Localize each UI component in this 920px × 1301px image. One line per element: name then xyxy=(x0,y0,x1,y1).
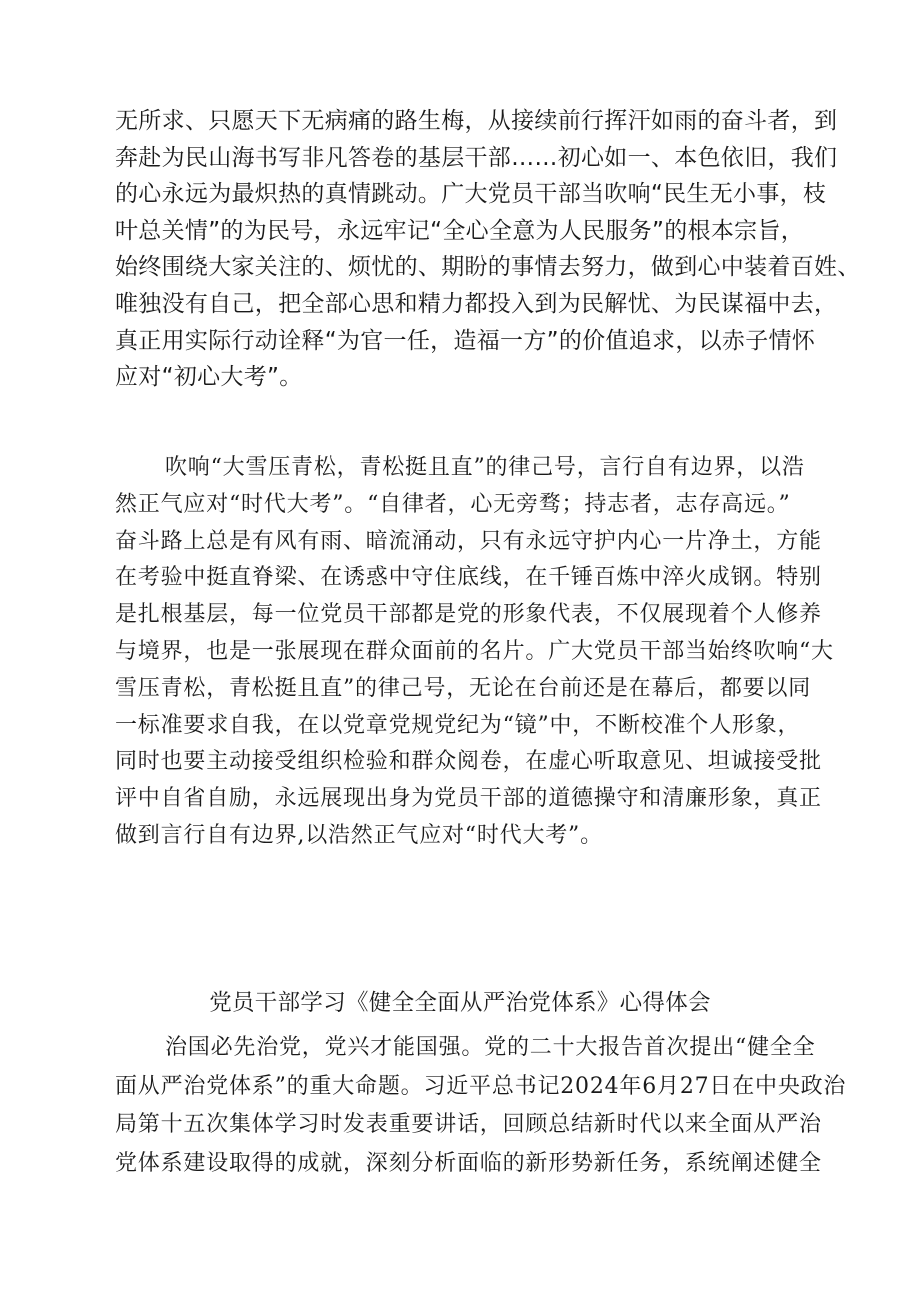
paragraph-3 xyxy=(115,1029,847,1184)
text-line: 评中自省自励，永远展现出身为党员干部的道德操守和清廉形象，真正 xyxy=(115,786,822,812)
text-line: 吹响“大雪压青松，青松挺且直”的律己号，言行自有边界，以浩 xyxy=(165,455,805,480)
text-line: 做到言行自有边界,以浩然正气应对“时代大考”。 xyxy=(115,822,603,848)
text-line: 党体系建设取得的成就，深刻分析面临的新形势新任务，系统阐述健全 xyxy=(115,1151,822,1177)
text-line: 叶总关情”的为民号，永远牢记“全心全意为人民服务”的根本宗旨， xyxy=(115,217,805,244)
text-line: 在考验中挺直脊梁、在诱惑中守住底线，在千锤百炼中淬火成钢。特别 xyxy=(115,565,822,591)
text-line: 是扎根基层，每一位党员干部都是党的形象代表，不仅展现着个人修养 xyxy=(115,602,822,628)
section-title: 党员干部学习《健全全面从严治党体系》心得体会 xyxy=(209,990,711,1016)
text-line: 奔赴为民山海书写非凡答卷的基层干部……初心如一、本色依旧，我们 xyxy=(115,144,838,171)
text-line: 无所求、只愿天下无病痛的路生梅，从接续前行挥汗如雨的奋斗者，到 xyxy=(115,108,838,134)
text-line: 一标准要求自我，在以党章党规党纪为“镜”中，不断校准个人形象， xyxy=(115,712,801,738)
text-line: 同时也要主动接受组织检验和群众阅卷，在虚心听取意见、坦诚接受批 xyxy=(115,749,822,775)
paragraph-1 xyxy=(115,103,861,396)
paragraph-2 xyxy=(115,450,835,855)
text-line: 面从严治党体系”的重大命题。习近平总书记2024年6月27日在中央政治 xyxy=(115,1073,847,1099)
text-line: 局第十五次集体学习时发表重要讲话，回顾总结新时代以来全面从严治 xyxy=(115,1112,822,1138)
text-line: 治国必先治党，党兴才能国强。党的二十大报告首次提出“健全全 xyxy=(165,1035,816,1060)
text-line: 奋斗路上总是有风有雨、暗流涌动，只有永远守护内心一片净土，方能 xyxy=(115,528,822,554)
text-line: 的心永远为最炽热的真情跳动。广大党员干部当吹响“民生无小事，枝 xyxy=(115,181,827,208)
text-line: 与境界，也是一张展现在群众面前的名片。广大党员干部当始终吹响“大 xyxy=(115,638,834,664)
text-line: 始终围绕大家关注的、烦忧的、期盼的事情去努力，做到心中装着百姓、 xyxy=(115,254,861,281)
text-line: 应对“初心大考”。 xyxy=(115,364,303,391)
text-line: 雪压青松，青松挺且直”的律己号，无论在台前还是在幕后，都要以同 xyxy=(115,675,812,701)
text-line: 真正用实际行动诠释“为官一任，造福一方”的价值追求，以赤子情怀 xyxy=(115,327,816,354)
text-line: 唯独没有自己，把全部心思和精力都投入到为民解忧、为民谋福中去， xyxy=(115,290,838,317)
text-line: 然正气应对“时代大考”。“自律者，心无旁骛；持志者，志存高远。” xyxy=(115,491,791,517)
